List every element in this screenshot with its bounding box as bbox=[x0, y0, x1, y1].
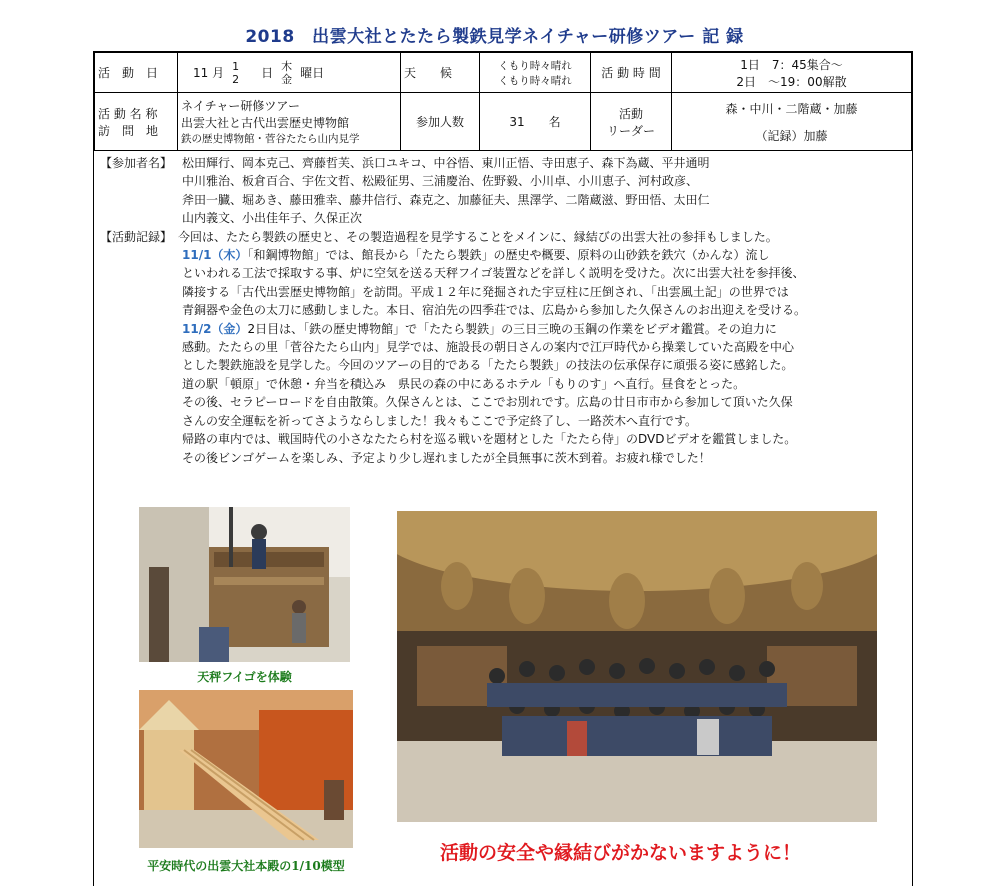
record-section bbox=[94, 228, 912, 467]
activity-name: ネイチャー研修ツアー 出雲大社と古代出雲歴史博物館 鉄の歴史博物館・菅谷たたら山内見学 bbox=[178, 93, 401, 151]
info-table bbox=[94, 52, 912, 151]
record-text bbox=[178, 228, 912, 467]
shrine-model-caption: 平安時代の出雲大社本殿の1/10模型 bbox=[147, 859, 345, 873]
label-activity-day: 活 動 日 bbox=[95, 53, 178, 93]
participants-line: 斧田一臓、堀あき、藤田雅幸、藤井信行、森克之、加藤征夫、黒澤学、二階蔵滋、野田悟、太田仁 bbox=[182, 192, 710, 207]
record-line: 帰路の車内では、戦国時代の小さなたたら村を巡る戦いを題材とした「たたら侍」のDVDビデオを鑑賞しました。 bbox=[182, 432, 797, 447]
record-line: とした製鉄施設を見学した。今回のツアーの目的である「たたら製鉄」の技法の伝承保存に頑張る姿に感銘した。 bbox=[182, 358, 794, 373]
record-intro: 今回は、たたら製鉄の歴史と、その製造過程を見学することをメインに、縁結びの出雲大社の参拝もしました。 bbox=[178, 229, 778, 244]
slogan-text: 活動の安全や縁結びがかないますように！ bbox=[440, 842, 802, 864]
label-leader: 活動 リーダー bbox=[591, 93, 672, 151]
label-participant-count: 参加人数 bbox=[401, 93, 480, 151]
participants-list bbox=[182, 154, 912, 228]
participants-section bbox=[94, 154, 912, 228]
bellows-photo bbox=[139, 507, 350, 662]
page-title: 2018 出雲大社とたたら製鉄見学ネイチャー研修ツアー 記 録 bbox=[245, 27, 744, 47]
shrine-model-photo bbox=[139, 690, 353, 848]
record-line: その後ビンゴゲームを楽しみ、予定より少し遅れましたが全員無事に茨木到着。お疲れ様でした！ bbox=[182, 450, 711, 465]
record-label: 【活動記録】 bbox=[100, 229, 173, 244]
day1-heading: 11/1（木） bbox=[182, 248, 248, 263]
day2-heading: 11/2（金） bbox=[182, 321, 248, 336]
record-line: 隣接する「古代出雲歴史博物館」を訪問。平成１２年に発掘された宇豆柱に圧倒され、「出雲風土記」の世界では bbox=[182, 284, 789, 299]
participants-line: 山内義文、小出佳年子、久保正次 bbox=[182, 211, 363, 226]
label-weather: 天 候 bbox=[401, 53, 480, 93]
bellows-caption: 天秤フイゴを体験 bbox=[197, 670, 292, 684]
record-line: 感動。たたらの里「菅谷たたら山内」見学では、施設長の朝日さんの案内で江戸時代から操業していた高殿を中心 bbox=[182, 340, 795, 355]
record-line: 道の駅「頓原」で休憩・弁当を積込み 県民の森の中にあるホテル「もりのす」へ直行。昼食をとった。 bbox=[182, 376, 746, 391]
weather-values: くもり時々晴れ くもり時々晴れ bbox=[480, 53, 591, 93]
participant-count: 31 名 bbox=[480, 93, 591, 151]
participants-line: 中川雅治、板倉百合、宇佐文哲、松殿征男、三浦慶治、佐野毅、小川卓、小川恵子、河村政彦、 bbox=[182, 174, 699, 189]
record-line: さんの安全運転を祈ってさようならしました！我々もここで予定終了し、一路茨木へ直行です。 bbox=[182, 413, 698, 428]
record-line: 青銅器や金色の太刀に感動しました。本日、宿泊先の四季荘では、広島から参加した久保さんのお出迎えを受ける。 bbox=[182, 303, 807, 318]
record-line: といわれる工法で採取する事、炉に空気を送る天秤フイゴ装置などを詳しく説明を受けた。次に出雲大社を参拝後、 bbox=[182, 266, 805, 281]
record-line: 2日目は、「鉄の歴史博物館」で「たたら製鉄」の三日三晩の玉鋼の作業をビデオ鑑賞。その迫力に bbox=[247, 321, 777, 336]
label-activity-time: 活 動 時 間 bbox=[591, 53, 672, 93]
body-text bbox=[94, 154, 912, 467]
leader-names: 森・中川・二階蔵・加藤 （記録）加藤 bbox=[672, 93, 912, 151]
participants-line: 松田輝行、岡本克己、齊藤哲芙、浜口ユキコ、中谷悟、東川正悟、寺田恵子、森下為蔵、平井通明 bbox=[182, 156, 710, 170]
participants-label: 【参加者名】 bbox=[100, 156, 173, 170]
record-line: その後、セラピーロードを自由散策。久保さんとは、ここでお別れです。広島の廿日市市から参加して頂いた久保 bbox=[182, 395, 793, 410]
activity-time: 1日 7：45集合～ 2日 ～19：00解散 bbox=[672, 53, 912, 93]
record-line: 「和鋼博物館」では、館長から「たたら製鉄」の歴史や概要、原料の山砂鉄を鉄穴（かんな）流し bbox=[247, 248, 770, 263]
label-activity-name: 活 動 名 称 訪 問 地 bbox=[95, 93, 178, 151]
activity-dates: 11 月 1 2 日 木 金 曜日 bbox=[178, 53, 401, 93]
group-photo bbox=[397, 511, 877, 822]
